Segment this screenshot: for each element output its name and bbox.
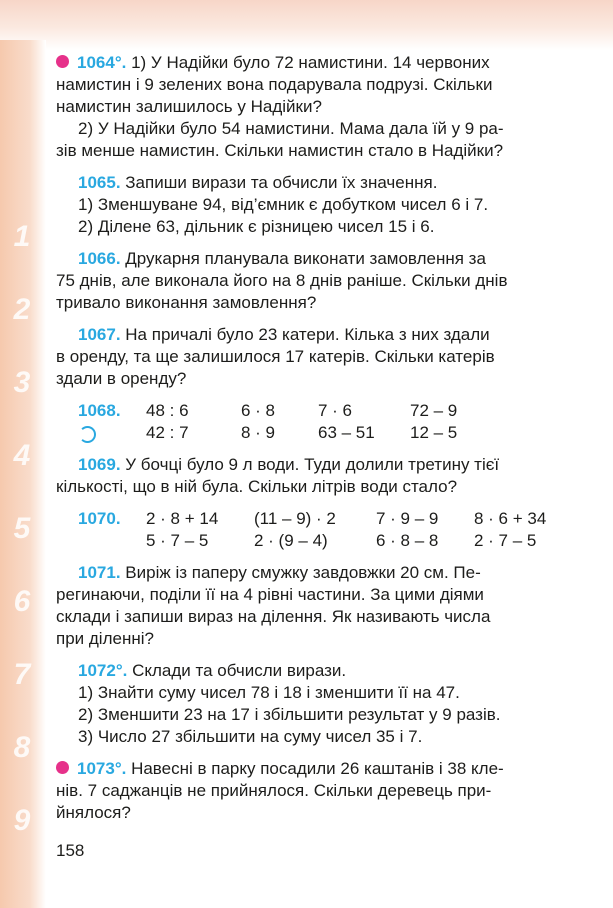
exercise-1070: [56, 508, 562, 552]
exercise-text: 3) Число 27 збільшити на суму чисел 35 і 7.: [78, 727, 423, 746]
expression: 12 – 5: [410, 423, 458, 442]
side-band: [0, 40, 46, 908]
page-number: 158: [56, 841, 85, 860]
expression: 5 · 7 – 5: [146, 531, 209, 550]
circle-arrow-icon: [79, 426, 96, 443]
exercise-text: нів. 7 саджанців не прийнялося. Скільки деревець при-: [56, 781, 492, 800]
expression: 48 : 6: [146, 401, 189, 420]
exercise-text: регинаючи, поділи її на 4 рівні частини. За цими діями: [56, 585, 484, 604]
side-number: 3: [13, 366, 31, 399]
expression: 2 · 7 – 5: [474, 531, 537, 550]
exercise-text: Виріж із паперу смужку завдовжки 20 см. Пе-: [125, 563, 481, 582]
exercise-text: 1) Зменшуване 94, від’ємник є добутком чисел 6 і 7.: [78, 195, 489, 214]
side-number: 1: [13, 220, 31, 253]
expression: (11 – 9) · 2: [254, 509, 336, 528]
side-number: 2: [13, 293, 31, 326]
exercise-text: кількості, що в ній була. Скільки літрів води стало?: [56, 477, 458, 496]
side-number: 7: [13, 658, 31, 691]
exercise-text: намистин залишилось у Надійки?: [56, 97, 322, 116]
exercise-text: Склади та обчисли вирази.: [132, 661, 347, 680]
exercise-text: при діленні?: [56, 629, 154, 648]
exercise-number: 1066.: [78, 249, 121, 268]
exercise-1065: [56, 172, 562, 238]
expression: 6 · 8: [241, 401, 276, 420]
exercise-text: тривало виконання замовлення?: [56, 293, 317, 312]
exercise-number: 1068.: [78, 401, 121, 420]
expression: 6 · 8 – 8: [376, 531, 439, 550]
expression: 7 · 6: [318, 401, 353, 420]
exercise-1073: [56, 758, 562, 824]
exercise-1068: [56, 400, 562, 444]
exercise-1067: [56, 324, 562, 390]
exercise-text: 1) Знайти суму чисел 78 і 18 і зменшити її на 47.: [78, 683, 460, 702]
exercise-text: здали в оренду?: [56, 369, 187, 388]
exercise-text: Навесні в парку посадили 26 каштанів і 38 кле-: [131, 759, 504, 778]
exercise-list: [56, 52, 562, 834]
exercise-text: 2) Зменшити 23 на 17 і збільшити результат у 9 разів.: [78, 705, 501, 724]
exercise-text: На причалі було 23 катери. Кілька з них здали: [125, 325, 490, 344]
exercise-text: зів менше намистин. Скільки намистин стало в Надійки?: [56, 141, 504, 160]
exercise-number: 1070.: [78, 509, 121, 528]
exercise-text: 75 днів, але виконала його на 8 днів раніше. Скільки днів: [56, 271, 508, 290]
exercise-text: 1) У Надійки було 72 намистини. 14 червоних: [131, 53, 490, 72]
exercise-1071: [56, 562, 562, 650]
exercise-number: 1072°.: [78, 661, 128, 680]
expression: 7 · 9 – 9: [376, 509, 439, 528]
exercise-text: 2) Ділене 63, дільник є різницею чисел 15 і 6.: [78, 217, 435, 236]
marker-dot-icon: [56, 761, 69, 774]
exercise-text: 2) У Надійки було 54 намистини. Мама дала їй у 9 ра-: [78, 119, 504, 138]
side-number: 5: [13, 512, 31, 545]
side-number: 9: [13, 804, 31, 837]
exercise-1069: [56, 454, 562, 498]
exercise-text: Запиши вирази та обчисли їх значення.: [125, 173, 438, 192]
side-number: 6: [13, 585, 31, 618]
exercise-1072: [56, 660, 562, 748]
exercise-number: 1065.: [78, 173, 121, 192]
exercise-number: 1073°.: [77, 759, 127, 778]
exercise-number: 1067.: [78, 325, 121, 344]
exercise-text: йнялося?: [56, 803, 131, 822]
exercise-text: в оренду, та ще залишилося 17 катерів. Скільки катерів: [56, 347, 495, 366]
exercise-number: 1071.: [78, 563, 121, 582]
expression: 8 · 9: [241, 423, 276, 442]
exercise-text: намистин і 9 зелених вона подарувала подрузі. Скільки: [56, 75, 493, 94]
exercise-text: У бочці було 9 л води. Туди долили третину тієї: [125, 455, 500, 474]
expression: 72 – 9: [410, 401, 458, 420]
exercise-1064: [56, 52, 562, 162]
marker-dot-icon: [56, 55, 69, 68]
expression: 42 : 7: [146, 423, 189, 442]
side-number: 8: [13, 731, 31, 764]
exercise-number: 1069.: [78, 455, 121, 474]
exercise-text: склади і запиши вираз на ділення. Як називають числа: [56, 607, 491, 626]
exercise-text: Друкарня планувала виконати замовлення за: [125, 249, 486, 268]
expression: 2 · 8 + 14: [146, 509, 219, 528]
exercise-number: 1064°.: [77, 53, 127, 72]
top-band: [0, 0, 613, 50]
expression: 63 – 51: [318, 423, 375, 442]
expression: 8 · 6 + 34: [474, 509, 547, 528]
expression: 2 · (9 – 4): [254, 531, 328, 550]
side-number: 4: [13, 439, 31, 472]
exercise-1066: [56, 248, 562, 314]
